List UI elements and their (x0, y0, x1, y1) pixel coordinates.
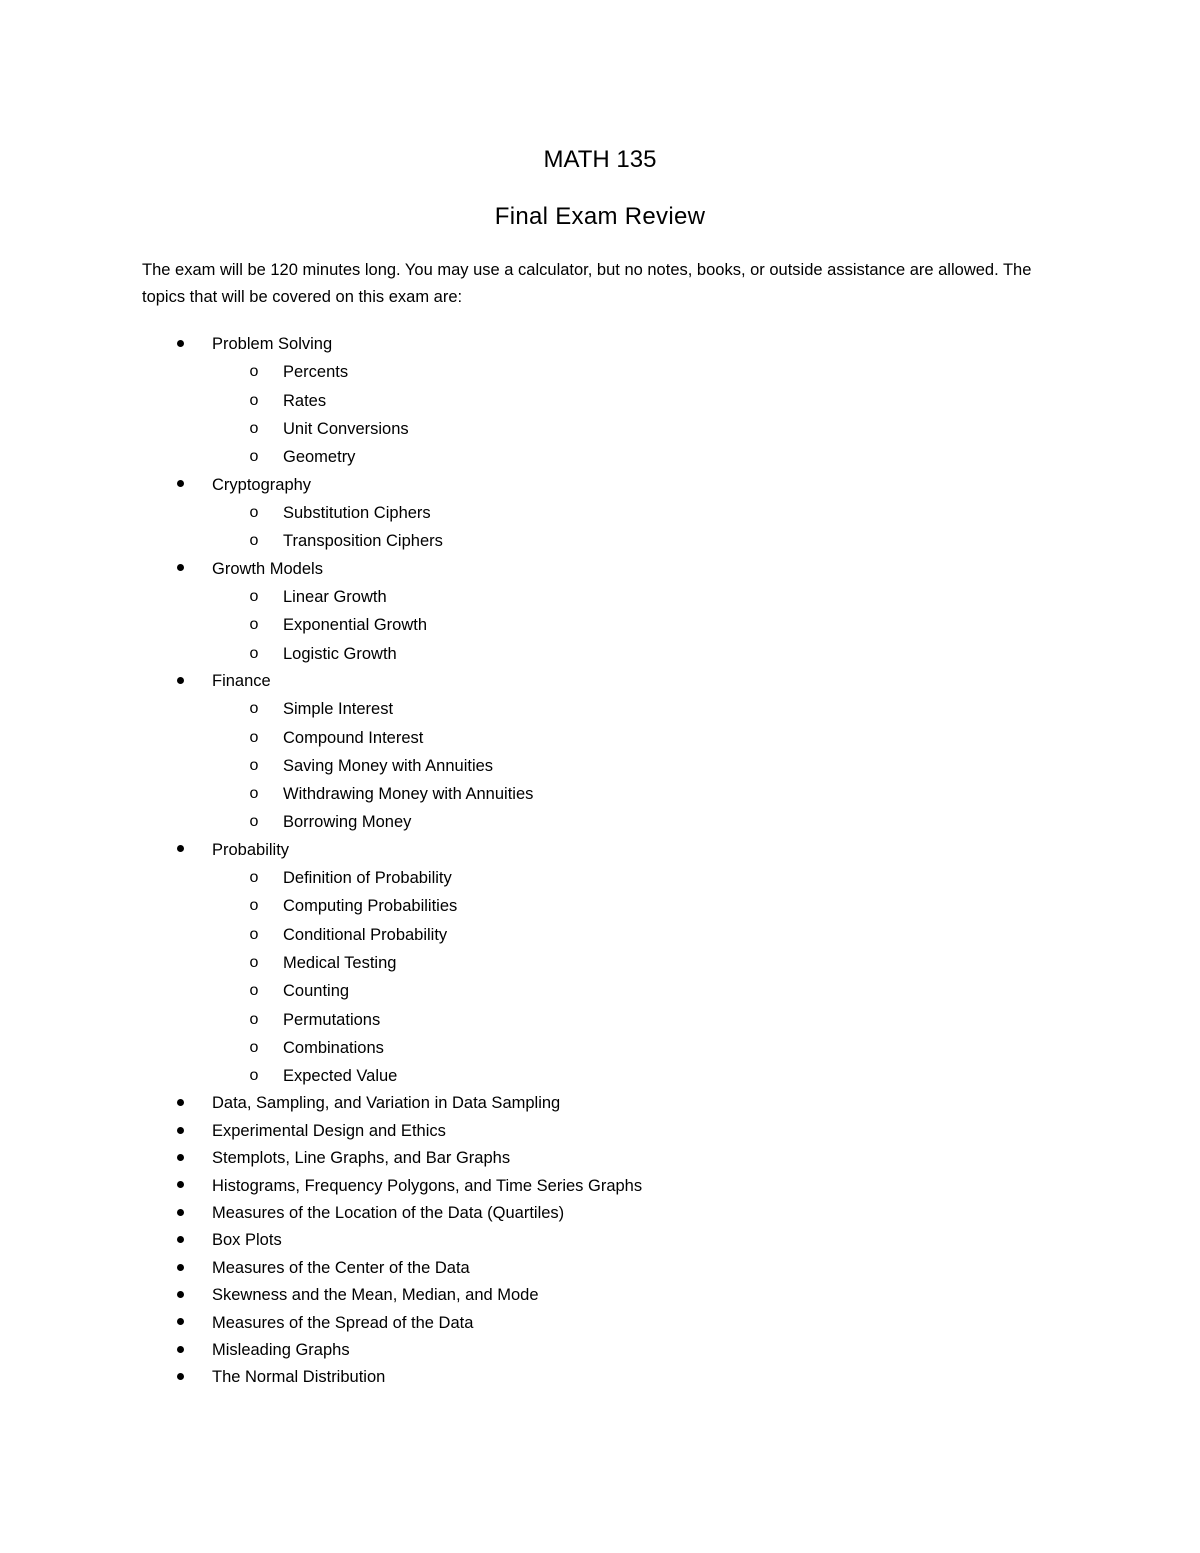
topic-row (0, 837, 1200, 864)
topic-label: Measures of the Spread of the Data (212, 1313, 474, 1332)
course-title: MATH 135 (543, 146, 657, 173)
hollow-bullet-icon: o (249, 363, 259, 381)
topic-label: Box Plots (212, 1231, 282, 1250)
subtopic-label: Saving Money with Annuities (283, 756, 494, 775)
subtopic-label: Percents (283, 363, 349, 382)
subtopic-item (0, 443, 1200, 471)
hollow-bullet-icon: o (249, 954, 259, 971)
subtopic-item (0, 1062, 1200, 1090)
topic-row (0, 1227, 1200, 1254)
topic-label: Problem Solving (212, 335, 333, 353)
bullet-dot-icon (177, 1264, 184, 1271)
subtopic-item (0, 808, 1200, 836)
subtopic-item (0, 752, 1200, 780)
subtopic-label: Definition of Probability (283, 869, 452, 888)
bullet-dot-icon (177, 1318, 184, 1325)
subtopic-item (0, 640, 1200, 668)
subtopic-label: Substitution Ciphers (283, 503, 431, 522)
bullet-icon (174, 1227, 186, 1254)
bullet-dot-icon (177, 1373, 184, 1380)
bullet-dot-icon (177, 1099, 184, 1106)
hollow-bullet-icon: o (249, 869, 259, 887)
topic-item (0, 1173, 1200, 1200)
bullet-icon (174, 837, 186, 864)
bullet-dot-icon (177, 1291, 184, 1298)
topic-row (0, 1255, 1200, 1282)
topic-item (0, 556, 1200, 668)
hollow-bullet-icon: o (249, 587, 259, 605)
subtopic-item (0, 864, 1200, 892)
hollow-bullet-icon: o (249, 1067, 259, 1085)
topic-row (0, 1337, 1200, 1364)
hollow-bullet-icon: o (249, 982, 259, 1000)
hollow-bullet-icon: o (249, 644, 259, 662)
intro-paragraph: The exam will be 120 minutes long. You may use a calculator, but no notes, books, or outside assistance are allowed. The topics that will be covered on this exam are: (142, 261, 1032, 306)
topic-row (0, 1173, 1200, 1200)
bullet-dot-icon (177, 845, 184, 852)
subtopic-item (0, 695, 1200, 723)
document-title: Final Exam Review (494, 203, 706, 230)
topic-row (0, 1364, 1200, 1391)
topic-item (0, 472, 1200, 556)
topic-row (0, 1145, 1200, 1172)
bullet-icon (174, 1255, 186, 1282)
subtopic-label: Permutations (283, 1010, 381, 1029)
bullet-dot-icon (177, 1209, 184, 1216)
subtopic-item (0, 949, 1200, 977)
topic-item (0, 837, 1200, 1091)
bullet-icon (174, 1090, 186, 1117)
topic-row (0, 331, 1200, 358)
topic-label: Cryptography (212, 475, 312, 494)
bullet-icon (174, 472, 186, 499)
hollow-bullet-icon: o (249, 1010, 259, 1028)
hollow-bullet-icon: o (249, 785, 259, 803)
topic-label: Finance (212, 671, 271, 690)
subtopic-label: Conditional Probability (283, 925, 448, 944)
subtopic-label: Geometry (283, 448, 356, 467)
topic-row (0, 1090, 1200, 1117)
topic-row (0, 1200, 1200, 1227)
subtopic-item (0, 1006, 1200, 1034)
topic-item (0, 1282, 1200, 1309)
hollow-bullet-icon: o (249, 897, 259, 915)
hollow-bullet-icon: o (249, 532, 259, 550)
bullet-dot-icon (177, 677, 184, 684)
bullet-icon (174, 1364, 186, 1391)
hollow-bullet-icon: o (249, 813, 259, 831)
bullet-icon (174, 331, 186, 358)
topic-item (0, 1145, 1200, 1172)
bullet-dot-icon (177, 480, 184, 487)
topic-item (0, 331, 1200, 472)
hollow-bullet-icon: o (249, 503, 259, 521)
topic-label: Skewness and the Mean, Median, and Mode (212, 1286, 539, 1305)
topic-label: The Normal Distribution (212, 1368, 386, 1387)
bullet-dot-icon (177, 1181, 184, 1188)
subtopic-item (0, 387, 1200, 415)
bullet-icon (174, 1118, 186, 1145)
topic-row (0, 472, 1200, 499)
subtopic-label: Counting (283, 982, 350, 1001)
subtopic-item (0, 724, 1200, 752)
subtopic-item (0, 780, 1200, 808)
topic-label: Growth Models (212, 559, 323, 578)
subtopic-item (0, 977, 1200, 1005)
topic-item (0, 1200, 1200, 1227)
topic-label: Data, Sampling, and Variation in Data Sampling (212, 1094, 561, 1113)
subtopic-label: Withdrawing Money with Annuities (283, 785, 534, 804)
topic-row (0, 1118, 1200, 1145)
hollow-bullet-icon: o (249, 616, 259, 634)
subtopic-label: Exponential Growth (283, 616, 427, 635)
subtopics-list (0, 499, 1200, 556)
topic-item (0, 1364, 1200, 1391)
topic-item (0, 1118, 1200, 1145)
subtopic-item (0, 892, 1200, 920)
topic-label: Stemplots, Line Graphs, and Bar Graphs (212, 1149, 511, 1168)
hollow-bullet-icon: o (249, 925, 259, 943)
hollow-bullet-icon: o (249, 1038, 259, 1056)
subtopic-label: Transposition Ciphers (283, 532, 443, 551)
bullet-icon (174, 1282, 186, 1309)
topic-label: Measures of the Center of the Data (212, 1258, 470, 1277)
topic-item (0, 1255, 1200, 1282)
topic-label: Measures of the Location of the Data (Quartiles) (212, 1204, 565, 1223)
bullet-icon (174, 1337, 186, 1364)
topic-row (0, 1282, 1200, 1309)
bullet-dot-icon (177, 1154, 184, 1161)
topic-item (0, 1310, 1200, 1337)
topic-row (0, 1310, 1200, 1337)
hollow-bullet-icon: o (249, 391, 259, 409)
topic-label: Histograms, Frequency Polygons, and Time Series Graphs (212, 1176, 643, 1195)
subtopics-list (0, 358, 1200, 471)
bullet-dot-icon (177, 1127, 184, 1134)
subtopic-label: Unit Conversions (283, 419, 409, 438)
subtopic-label: Medical Testing (283, 954, 397, 972)
subtopic-label: Combinations (283, 1038, 384, 1057)
subtopic-item (0, 611, 1200, 639)
bullet-icon (174, 1173, 186, 1200)
topic-item (0, 1227, 1200, 1254)
bullet-icon (174, 1145, 186, 1172)
subtopic-label: Expected Value (283, 1067, 398, 1086)
hollow-bullet-icon: o (249, 756, 259, 774)
topic-label: Probability (212, 840, 290, 859)
subtopic-label: Rates (283, 391, 327, 410)
subtopic-label: Simple Interest (283, 700, 394, 719)
subtopic-label: Computing Probabilities (283, 897, 458, 916)
hollow-bullet-icon: o (249, 728, 259, 746)
hollow-bullet-icon: o (249, 419, 259, 437)
subtopic-label: Logistic Growth (283, 644, 397, 663)
subtopic-item (0, 1034, 1200, 1062)
bullet-icon (174, 1310, 186, 1337)
subtopic-label: Compound Interest (283, 728, 424, 747)
topic-item (0, 1090, 1200, 1117)
topic-row (0, 668, 1200, 695)
hollow-bullet-icon: o (249, 448, 259, 466)
subtopic-item (0, 527, 1200, 555)
subtopic-item (0, 583, 1200, 611)
subtopics-list (0, 695, 1200, 836)
subtopic-item (0, 499, 1200, 527)
bullet-dot-icon (177, 1236, 184, 1243)
bullet-icon (174, 1200, 186, 1227)
topic-item (0, 668, 1200, 837)
subtopics-list (0, 864, 1200, 1090)
bullet-dot-icon (177, 564, 184, 571)
topic-item (0, 1337, 1200, 1364)
bullet-icon (174, 556, 186, 583)
topic-row (0, 556, 1200, 583)
subtopic-label: Borrowing Money (283, 813, 412, 832)
subtopic-item (0, 921, 1200, 949)
topic-label: Misleading Graphs (212, 1341, 350, 1359)
subtopic-item (0, 358, 1200, 386)
bullet-icon (174, 668, 186, 695)
bullet-dot-icon (177, 1346, 184, 1353)
hollow-bullet-icon: o (249, 700, 259, 718)
subtopic-label: Linear Growth (283, 587, 387, 606)
subtopic-item (0, 415, 1200, 443)
topic-label: Experimental Design and Ethics (212, 1121, 446, 1140)
subtopics-list (0, 583, 1200, 668)
topics-list (0, 331, 1200, 1392)
bullet-dot-icon (177, 340, 184, 347)
